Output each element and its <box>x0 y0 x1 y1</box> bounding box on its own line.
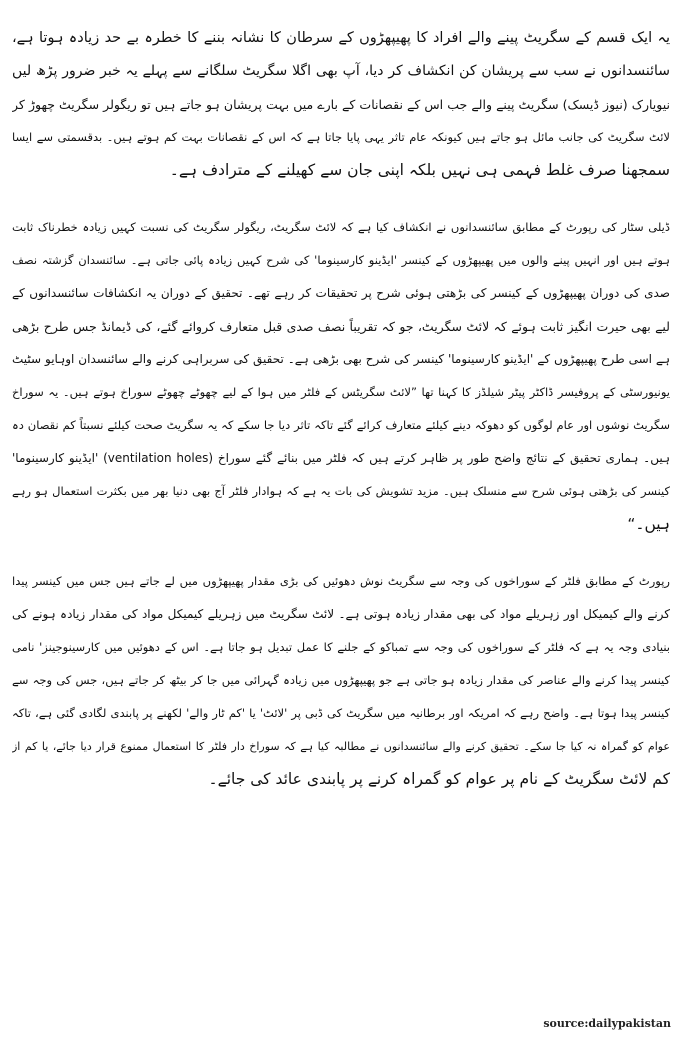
text-line: یونیورسٹی کے پروفیسر ڈاکٹر پیٹر شیلڈز کا کہنا تھا ”لائٹ سگریٹس کے فلٹر میں ہوا کے لیے چھوٹے چھوٹے سوراخ ہوتے ہیں۔ یہ سوراخ <box>12 385 670 399</box>
text-line: ہوتے ہیں اور انہیں پینے والوں میں پھیپھڑوں کے کینسر 'ایڈینو کارسینوما' کی شرح کہیں زیادہ پائی جاتی ہے۔ سائنسدان گزشتہ نصف <box>12 253 670 267</box>
text-line: نیویارک (نیوز ڈیسک) سگریٹ پینے والے جب اس کے نقصانات کے بارے میں بہت پریشان ہو جاتے ہیں تو ریگولر سگریٹ چھوڑ کر <box>12 97 670 112</box>
text-line: سمجھنا صرف غلط فہمی ہی نہیں بلکہ اپنی جان سے کھیلنے کے مترادف ہے۔ <box>169 161 670 179</box>
text-line: سگریٹ نوشوں اور عام لوگوں کو دھوکہ دینے کیلئے متعارف کرائے گئے تاکہ تاثر دیا جا سکے کہ یہ سگریٹ صحت کیلئے نسبتاً کم نقصان دہ <box>12 418 670 432</box>
text-line: صدی کی دوران پھیپھڑوں کے کینسر کی بڑھتی ہوئی شرح پر تحقیقات کر رہے تھے۔ تحقیق کے دوران یہ انکشافات سائنسدانوں کے <box>12 286 670 300</box>
text-line: یہ ایک قسم کے سگریٹ پینے والے افراد کا پھیپھڑوں کے سرطان کا نشانہ بننے کا خطرہ بے حد زیادہ ہوتا ہے، <box>12 30 670 46</box>
article-body <box>12 22 670 820</box>
paragraph-report <box>12 211 670 541</box>
text-line: ہیں۔ ہماری تحقیق کے نتائج واضح طور پر ظاہر کرتے ہیں کہ فلٹر میں بنائے گئے سوراخ (ventilation holes) 'ایڈینو کارسینوما' <box>12 451 670 465</box>
text-line: لائٹ سگریٹ کی جانب مائل ہو جاتے ہیں کیونکہ عام تاثر یہی پایا جاتا ہے کہ اس کے نقصانات بہت کم ہوتے ہیں۔ بدقسمتی سے ایسا <box>12 130 670 144</box>
text-line: بنیادی وجہ یہ ہے کہ فلٹر کے سوراخوں کی وجہ سے تمباکو کے جلنے کا عمل تبدیل ہو جاتا ہے۔ اس کے دھوئیں میں کارسینوجینز' نامی <box>12 640 670 654</box>
text-line: کینسر پیدا ہوتا ہے۔ واضح رہے کہ امریکہ اور برطانیہ میں سگریٹ کی ڈبی پر 'لائٹ' یا 'کم ٹار والے' لکھنے پر پابندی لگادی گئی ہے، تاکہ <box>12 706 670 720</box>
text-line: کینسر کی بڑھتی ہوئی شرح سے منسلک ہیں۔ مزید تشویش کی بات یہ ہے کہ ہوادار فلٹر آج بھی دنیا بھر میں بکثرت استعمال ہو رہے <box>12 484 670 498</box>
text-line: ہے اسی طرح پھیپھڑوں کے 'ایڈینو کارسینوما' کینسر کی شرح بھی بڑھی ہے۔ تحقیق کی سربراہی کرنے والے سائنسدان اوہایو سٹیٹ <box>12 352 670 366</box>
text-line: کم لائٹ سگریٹ کے نام پر عوام کو گمراہ کرنے پر پابندی عائد کی جائے۔ <box>208 770 670 788</box>
text-line: ہیں۔“ <box>627 515 670 533</box>
text-line: کرنے والے کیمیکل اور زہریلے مواد کی بھی مقدار زیادہ ہوتی ہے۔ لائٹ سگریٹ میں زہریلے کیمیکل مواد کی مقدار زیادہ ہونے کی <box>12 607 670 621</box>
text-line: کینسر پیدا کرنے والے عناصر کی مقدار زیادہ ہو جاتی ہے جو پھیپھڑوں میں زیادہ گہرائی میں جا کر بیٹھ کر جاتے ہیں، جس کی وجہ سے <box>12 673 670 687</box>
text-line: لیے بھی حیرت انگیز ثابت ہوئے کہ لائٹ سگریٹ، جو کہ تقریباً نصف صدی قبل متعارف کروائے گئے، کی ڈیمانڈ جس طرح بڑھی <box>12 319 670 334</box>
text-line: ڈیلی سٹار کی رپورٹ کے مطابق سائنسدانوں نے انکشاف کیا ہے کہ لائٹ سگریٹ، ریگولر سگریٹ کی نسبت کہیں زیادہ خطرناک ثابت <box>12 220 670 234</box>
text-line: عوام کو گمراہ نہ کیا جا سکے۔ تحقیق کرنے والے سائنسدانوں نے مطالبہ کیا ہے کہ سوراخ دار فلٹر کا استعمال ممنوع قرار دیا جائے، یا کم از <box>12 740 670 753</box>
paragraph-findings <box>12 565 670 796</box>
paragraph-intro <box>12 22 670 187</box>
source-credit: source:dailypakistan <box>543 1017 671 1030</box>
text-line: سائنسدانوں نے سب سے پریشان کن انکشاف کر دیا، آپ بھی اگلا سگریٹ سلگانے سے پہلے یہ خبر ضرور پڑھ لیں <box>12 63 670 79</box>
text-line: رپورٹ کے مطابق فلٹر کے سوراخوں کی وجہ سے سگریٹ نوش دھوئیں کی بڑی مقدار پھیپھڑوں میں لے جاتے ہیں جس میں کینسر پیدا <box>12 574 670 588</box>
